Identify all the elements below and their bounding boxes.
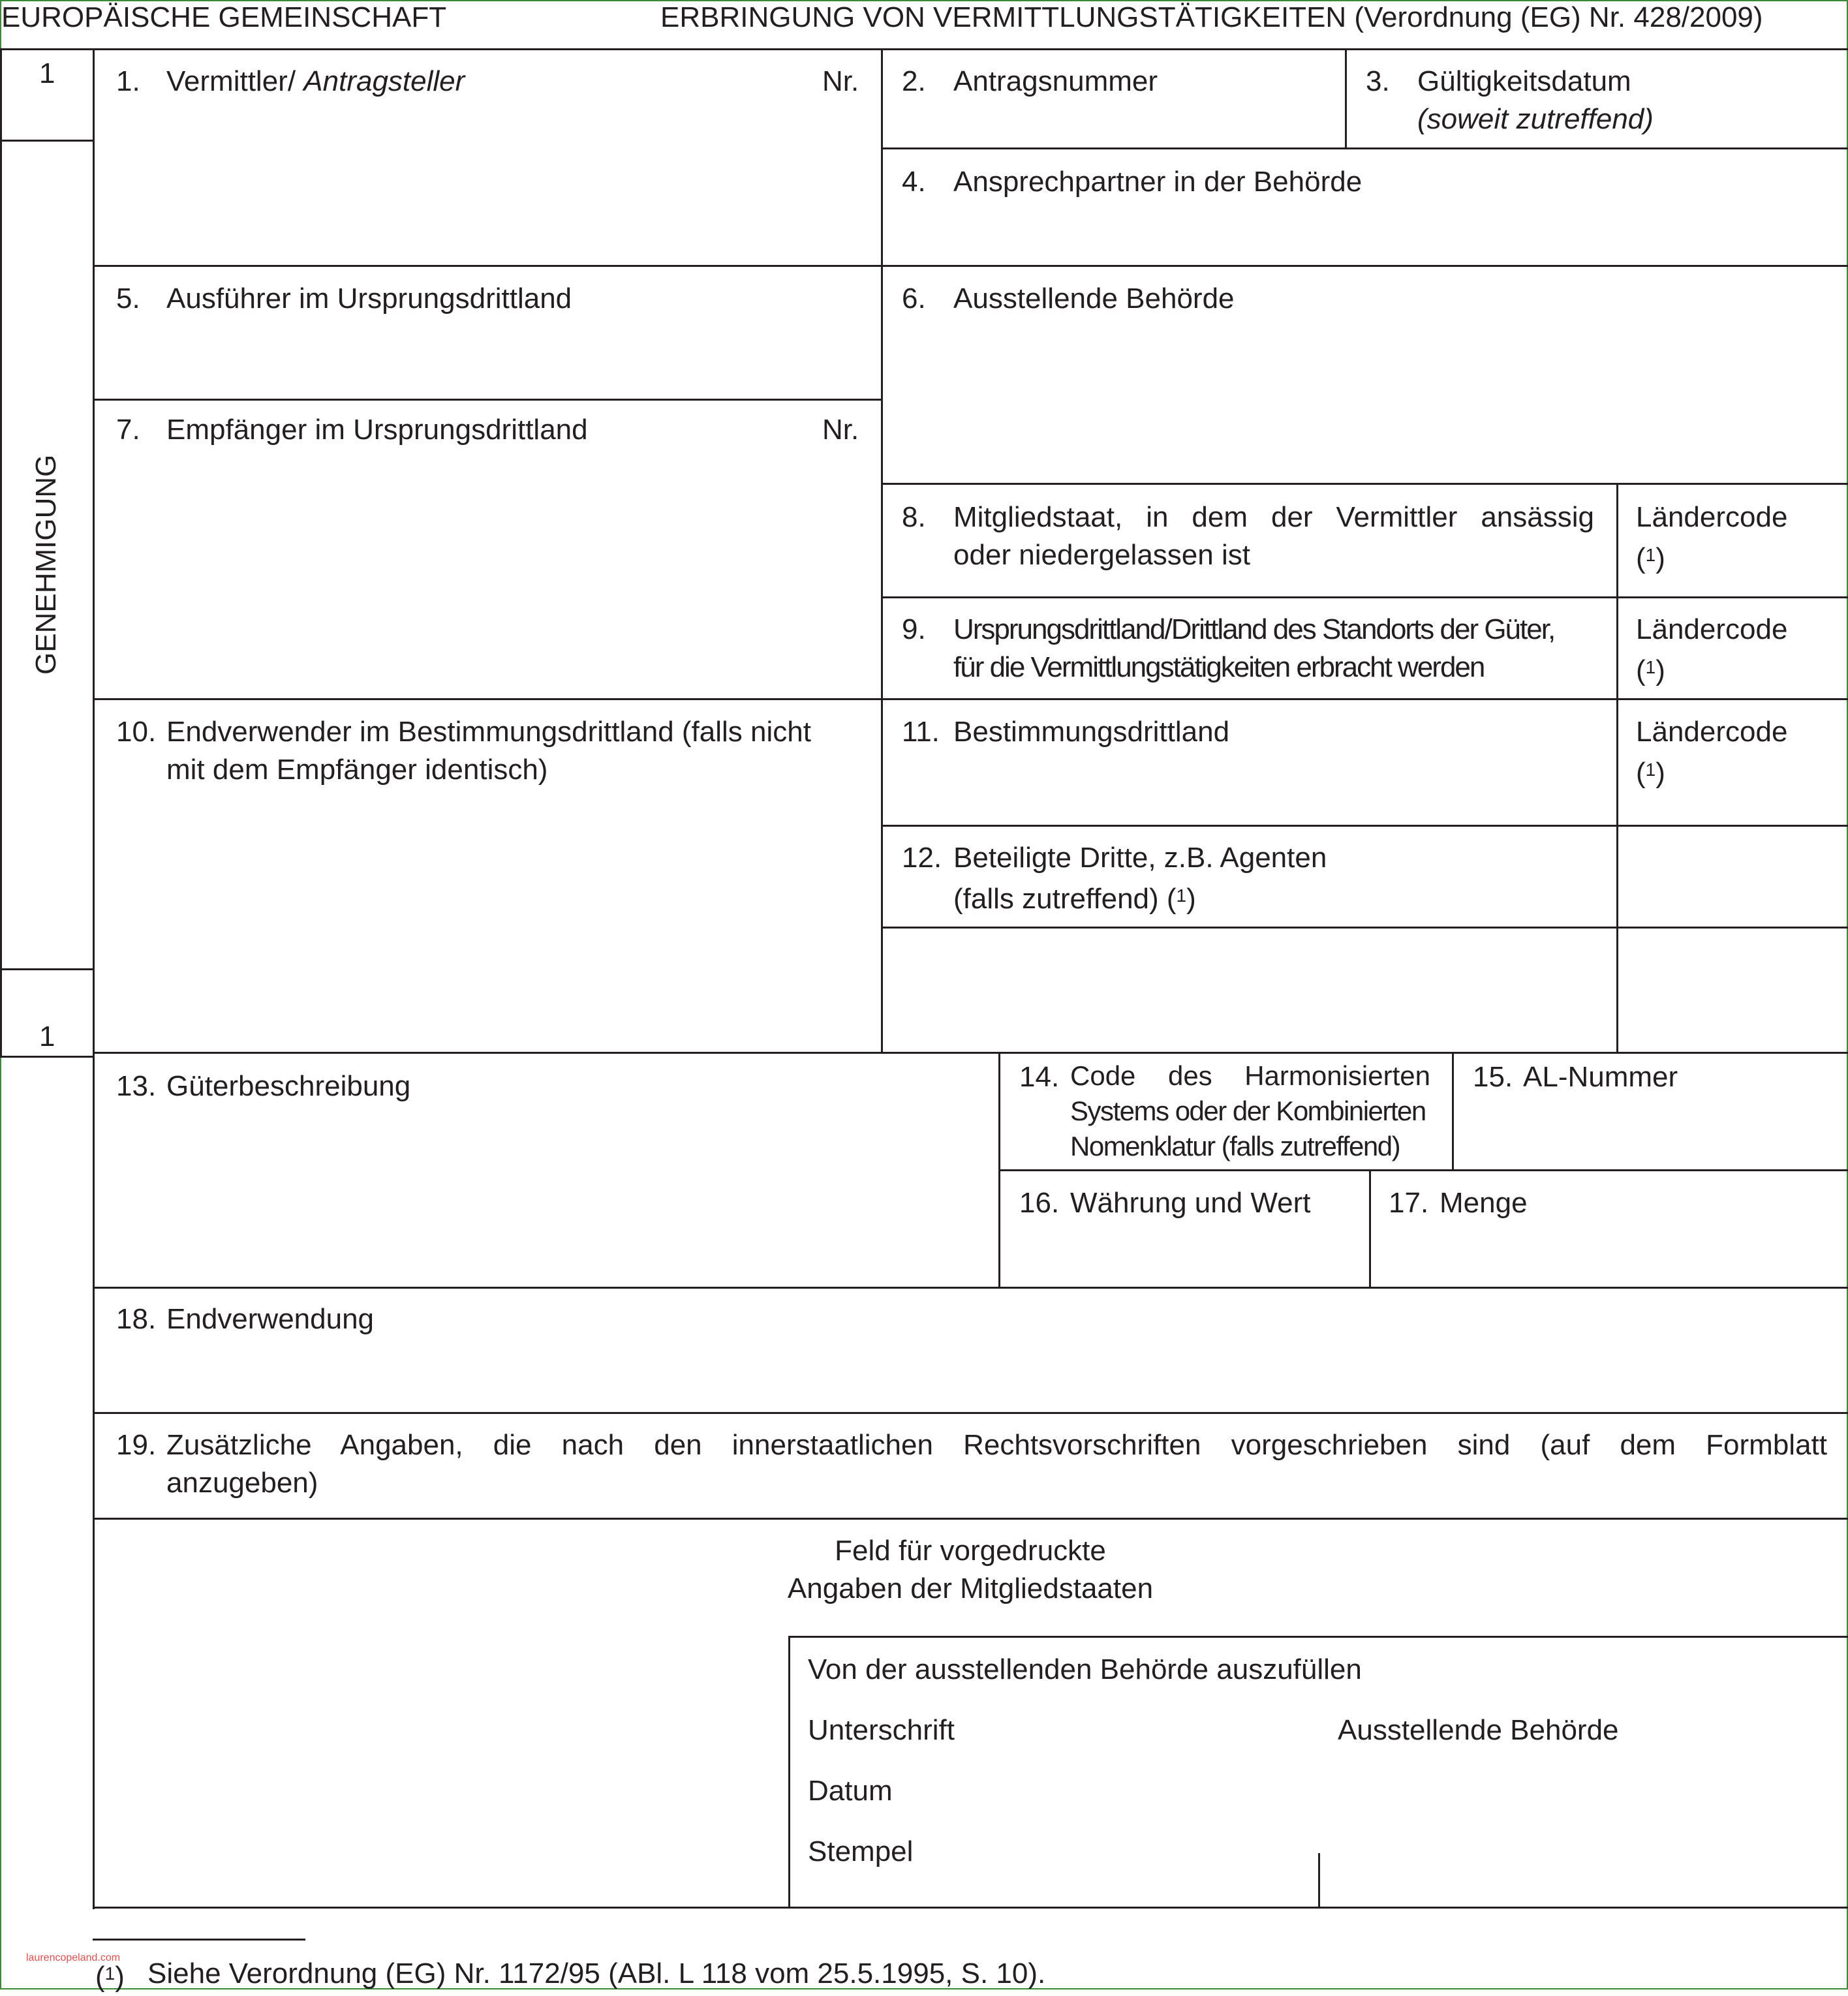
field-9-code-note: ($^1$)	[1636, 654, 1665, 686]
sidebar-top-number: 1	[39, 57, 55, 89]
field-6-label: Ausstellende Behörde	[953, 283, 1235, 315]
rule	[93, 698, 1848, 700]
field-9-number: 9.	[902, 613, 926, 645]
rule	[1452, 1053, 1454, 1171]
rule	[93, 1518, 1848, 1520]
authority-title: Von der ausstellenden Behörde auszufüllen	[808, 1653, 1362, 1685]
field-9-code: Ländercode	[1636, 613, 1788, 645]
field-5-number: 5.	[116, 283, 140, 315]
header-left: EUROPÄISCHE GEMEINSCHAFT	[1, 1, 447, 33]
field-9-line2: für die Vermittlungstätigkeiten erbracht werden	[953, 651, 1485, 683]
field-4-number: 4.	[902, 166, 926, 198]
field-17-label: Menge	[1440, 1187, 1528, 1219]
field-3-label: Gültigkeitsdatum	[1417, 65, 1631, 97]
rule	[93, 265, 1848, 267]
field-7-nr: Nr.	[822, 414, 859, 446]
authority-stamp: Stempel	[808, 1835, 914, 1867]
field-15-number: 15.	[1473, 1061, 1513, 1093]
field-11-label: Bestimmungsdrittland	[953, 716, 1230, 748]
field-10-line1: Endverwender im Bestimmungsdrittland (falls nicht	[166, 716, 811, 748]
rule	[1616, 483, 1618, 1053]
rule	[1369, 1171, 1371, 1288]
field-1-number: 1.	[116, 65, 140, 97]
field-2-label: Antragsnummer	[953, 65, 1158, 97]
rule	[93, 1287, 1848, 1289]
watermark-logo: laurencopeland.com	[26, 1952, 121, 1963]
rule	[93, 399, 882, 401]
field-8-code-note: ($^1$)	[1636, 542, 1665, 574]
rule	[1318, 1853, 1320, 1909]
field-8-number: 8.	[902, 501, 926, 533]
field-2-number: 2.	[902, 65, 926, 97]
field-12-line2: (falls zutreffend) ($^1$)	[953, 883, 1196, 915]
authority-issuing: Ausstellende Behörde	[1338, 1714, 1619, 1746]
field-6-number: 6.	[902, 283, 926, 315]
rule	[881, 50, 883, 1053]
preprinted-line2: Angaben der Mitgliedstaaten	[787, 1573, 1154, 1604]
field-8-line1: Mitgliedstaat, in dem der Vermittler ansässig	[953, 501, 1594, 533]
field-13-label: Güterbeschreibung	[166, 1070, 411, 1102]
field-13-number: 13.	[116, 1070, 157, 1102]
rule	[93, 1412, 1848, 1414]
field-18-number: 18.	[116, 1303, 157, 1335]
field-16-number: 16.	[1019, 1187, 1060, 1219]
field-5-label: Ausführer im Ursprungsdrittland	[166, 283, 572, 315]
rule	[0, 968, 94, 970]
preprinted-line1: Feld für vorgedruckte	[835, 1535, 1106, 1567]
authority-signature: Unterschrift	[808, 1714, 955, 1746]
rule	[1345, 50, 1347, 147]
field-14-line1: Code des Harmonisierten	[1070, 1060, 1430, 1091]
sidebar-vertical-label: GENEHMIGUNG	[30, 454, 62, 675]
field-11-code-note: ($^1$)	[1636, 757, 1665, 789]
field-17-number: 17.	[1389, 1187, 1429, 1219]
field-14-line2: Systems oder der Kombinierten	[1070, 1096, 1426, 1126]
field-15-label: AL-Nummer	[1523, 1061, 1678, 1093]
rule	[788, 1636, 790, 1909]
field-1-label: Vermittler/ Antragsteller	[166, 65, 465, 97]
footnote-mark: ($^1$)	[95, 1961, 125, 1993]
field-14-line3: Nomenklatur (falls zutreffend)	[1070, 1131, 1400, 1161]
authority-date: Datum	[808, 1775, 893, 1807]
field-3-number: 3.	[1366, 65, 1390, 97]
rule	[0, 140, 94, 142]
rule	[0, 48, 1848, 50]
field-14-number: 14.	[1019, 1061, 1060, 1093]
rule	[93, 1939, 305, 1941]
field-8-code: Ländercode	[1636, 501, 1788, 533]
rule	[881, 147, 1848, 149]
field-7-label: Empfänger im Ursprungsdrittland	[166, 414, 588, 446]
field-19-line1: Zusätzliche Angaben, die nach den innerstaatlichen Rechtsvorschriften vorgeschrieben sind (auf dem Formblatt	[166, 1429, 1827, 1461]
rule	[93, 1052, 1848, 1054]
field-10-number: 10.	[116, 716, 157, 748]
field-11-number: 11.	[902, 716, 940, 748]
footnote-text: Siehe Verordnung (EG) Nr. 1172/95 (ABl. L 118 vom 25.5.1995, S. 10).	[147, 1958, 1046, 1989]
rule	[881, 596, 1848, 598]
rule	[881, 483, 1848, 485]
sidebar-bottom-number: 1	[39, 1021, 55, 1052]
field-4-label: Ansprechpartner in der Behörde	[953, 166, 1363, 198]
field-1-nr: Nr.	[822, 65, 859, 97]
field-9-line1: Ursprungsdrittland/Drittland des Standorts der Güter,	[953, 613, 1555, 645]
rule	[881, 927, 1848, 929]
field-16-label: Währung und Wert	[1070, 1187, 1311, 1219]
field-19-number: 19.	[116, 1429, 157, 1461]
rule	[998, 1169, 1848, 1171]
header-right: ERBRINGUNG VON VERMITTLUNGSTÄTIGKEITEN (Verordnung (EG) Nr. 428/2009)	[660, 1, 1763, 33]
field-10-line2: mit dem Empfänger identisch)	[166, 754, 548, 786]
field-12-line1: Beteiligte Dritte, z.B. Agenten	[953, 842, 1327, 874]
field-12-number: 12.	[902, 842, 942, 874]
rule	[881, 825, 1848, 827]
rule	[0, 50, 2, 1058]
rule	[93, 1907, 1848, 1909]
rule	[93, 50, 95, 1909]
field-19-line2: anzugeben)	[166, 1467, 318, 1499]
field-3-sub: (soweit zutreffend)	[1417, 103, 1654, 135]
field-11-code: Ländercode	[1636, 716, 1788, 748]
field-8-line2: oder niedergelassen ist	[953, 539, 1250, 571]
field-18-label: Endverwendung	[166, 1303, 375, 1335]
rule	[788, 1636, 1848, 1638]
rule	[0, 1056, 94, 1058]
field-7-number: 7.	[116, 414, 140, 446]
